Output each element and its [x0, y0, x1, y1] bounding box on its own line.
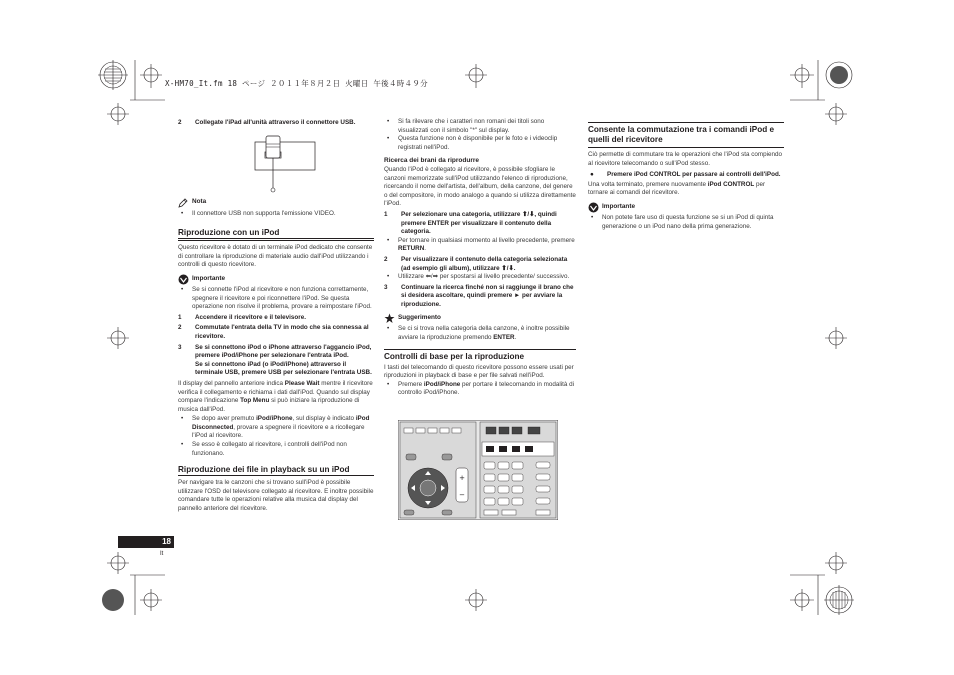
commutazione-paragraph: Ciò permette di commutare tra le operazioni che l'iPod sta compiendo al ricevitore telecomando o sull'iPod stesso. — [588, 151, 783, 167]
playback-paragraph: Per navigare tra le canzoni che si trovano sull'iPod è possibile utilizzare l'OSD del televisore collegato al ricevitore. E inoltre possibile comandare tutte le operazioni relative alla musica dal display del pannello anteriore del ricevitore. — [178, 479, 374, 513]
column-3 — [588, 118, 784, 231]
step-3: 3 Se si connettono iPod o iPhone attraverso l'aggancio iPod, premere iPod/iPhone per selezionare l'entrata iPod. Se si connettono iPad (o iPod/iPhone) attraverso il terminale USB, premere USB per selezionare l'entrata USB. — [178, 343, 372, 377]
ricerca-heading: Ricerca dei brani da riprodurre — [384, 157, 480, 165]
section-rule — [384, 349, 576, 350]
display-paragraph: Il display del pannello anteriore indica Please Wait mentre il ricevitore verifica il collegamento e richiama i dati dall'iPod. Quando sul display compare l'indicazione Top Menu si può iniziare la riproduzione di musica dall'iPod. — [178, 379, 373, 413]
controlli-paragraph: I tasti del telecomando di questo ricevitore possono essere usati per riproduzioni in playback di base e per file salvati nell'iPod. — [384, 363, 574, 380]
disconnected-bullet: • Se dopo aver premuto iPod/iPhone, sul display è indicato iPod Disconnected, provare a spegnere il ricevitore e a ricollegare l'iPod al ricevitore. — [181, 415, 370, 440]
ricerca-paragraph: Quando l'iPod è collegato al ricevitore, è possibile sfogliare le canzoni memorizzate sull'iPod utilizzando l'elenco di riproduzione, ricercando il nome dell'artista, dell'album, della canzone, del genere o del compositore, in modo analogo a quando si utilizza direttamente l'iPod. — [384, 165, 576, 208]
importante-heading-3: Importante — [588, 202, 784, 212]
controls-bullet: • Se esso è collegato al ricevitore, i controlli dell'iPod non funzionano. — [181, 441, 347, 457]
section-title-controlli: Controlli di base per la riproduzione — [384, 351, 525, 361]
ricerca-step-1: 1 Per selezionare una categoria, utilizzare ⬆/⬇, quindi premere ENTER per visualizzare il contenuto della categoria. — [384, 210, 557, 236]
return-receiver-paragraph: Una volta terminato, premere nuovamente iPod CONTROL per tornare ai comandi del ricevitore. — [588, 180, 766, 197]
section-rule — [588, 147, 784, 148]
print-header: X-HM70_It.fm 18 ページ ２０１１年８月２日 火曜日 午後４時４９分 — [165, 79, 428, 88]
nonroman-bullet: • Si fa rilevare che i caratteri non romani dei titoli sono visualizzati con il simbolo "*" sul display. — [387, 118, 545, 134]
section-rule — [178, 240, 374, 241]
usb-connector-illustration — [178, 130, 374, 194]
importante-heading: Importante — [178, 274, 374, 284]
section-title-commutazione: Consente la commutazione tra i comandi iPod e quelli del ricevitore — [588, 125, 775, 144]
nota-bullet: • Il connettore USB non supporta l'emissione VIDEO. — [181, 209, 336, 217]
importante-bullet: • Se si connette l'iPod al ricevitore e non funziona correttamente, spegnere il ricevitore e poi riconnettere l'iPod. Se questa operazione non risolve il problema, provare a reimpostare l'iPod. — [181, 285, 372, 311]
importante-bullet-3: • Non potete fare uso di questa funzione se si un iPod di quinta generazione o un iPod nano della prima generazione. — [591, 213, 774, 230]
important-icon — [588, 202, 598, 212]
page-number: 18 — [118, 536, 174, 548]
intro-paragraph: Questo ricevitore è dotato di un terminale iPod dedicato che consente di controllare la riproduzione di materiale audio dall'iPod utilizzando i controlli di questo ricevitore. — [178, 244, 373, 269]
language-code: It — [160, 551, 164, 557]
svg-text:+: + — [459, 474, 465, 482]
level-bullet: • Utilizzare ⬅/➡ per spostarsi al livello precedente/ successivo. — [387, 273, 570, 281]
commutazione-step: ● Premere iPod CONTROL per passare ai controlli dell'iPod. — [590, 171, 781, 179]
step-1: 1 Accendere il ricevitore e il televisore. — [178, 313, 306, 321]
svg-text:−: − — [459, 491, 465, 499]
pencil-note-icon — [178, 198, 188, 208]
ricerca-step-2: 2 Per visualizzare il contenuto della categoria selezionata (ad esempio gli album), utilizzare ⬆/⬇. — [384, 255, 568, 272]
ricerca-step-3: 3 Continuare la ricerca finché non si raggiunge il brano che si desidera ascoltare, quindi premere ► per avviare la riproduzione. — [384, 283, 574, 308]
column-2 — [384, 118, 576, 398]
suggerimento-bullet: • Se ci si trova nella categoria della canzone, è inoltre possibile avviare la riproduzione premendo ENTER. — [387, 325, 570, 342]
section-rule — [588, 122, 784, 123]
section-rule — [178, 475, 374, 476]
column-1 — [178, 118, 374, 514]
suggerimento-heading: Suggerimento — [384, 313, 576, 323]
return-bullet: • Per tornare in qualsiasi momento al livello precedente, premere RETURN. — [387, 236, 575, 253]
nota-heading: Nota — [178, 198, 374, 208]
step-2: 2 Commutate l'entrata della TV in modo che sia connessa al ricevitore. — [178, 324, 369, 340]
section-title-ipod: Riproduzione con un iPod — [178, 228, 280, 238]
step-usb-connect: 2 Collegate l'iPad all'unità attraverso il connettore USB. — [178, 119, 356, 126]
section-title-playback: Riproduzione dei file in playback su un iPod — [178, 465, 350, 475]
section-rule — [178, 238, 374, 239]
ipod-mode-bullet: • Premere iPod/iPhone per portare il telecomando in modalità di controllo iPod/iPhone. — [387, 380, 575, 397]
remote-control-illustration — [398, 420, 558, 520]
important-icon — [178, 274, 188, 284]
tip-icon — [384, 313, 394, 323]
photo-bullet: • Questa funzione non è disponibile per le foto e i videoclip registrati nell'iPod. — [387, 135, 558, 151]
